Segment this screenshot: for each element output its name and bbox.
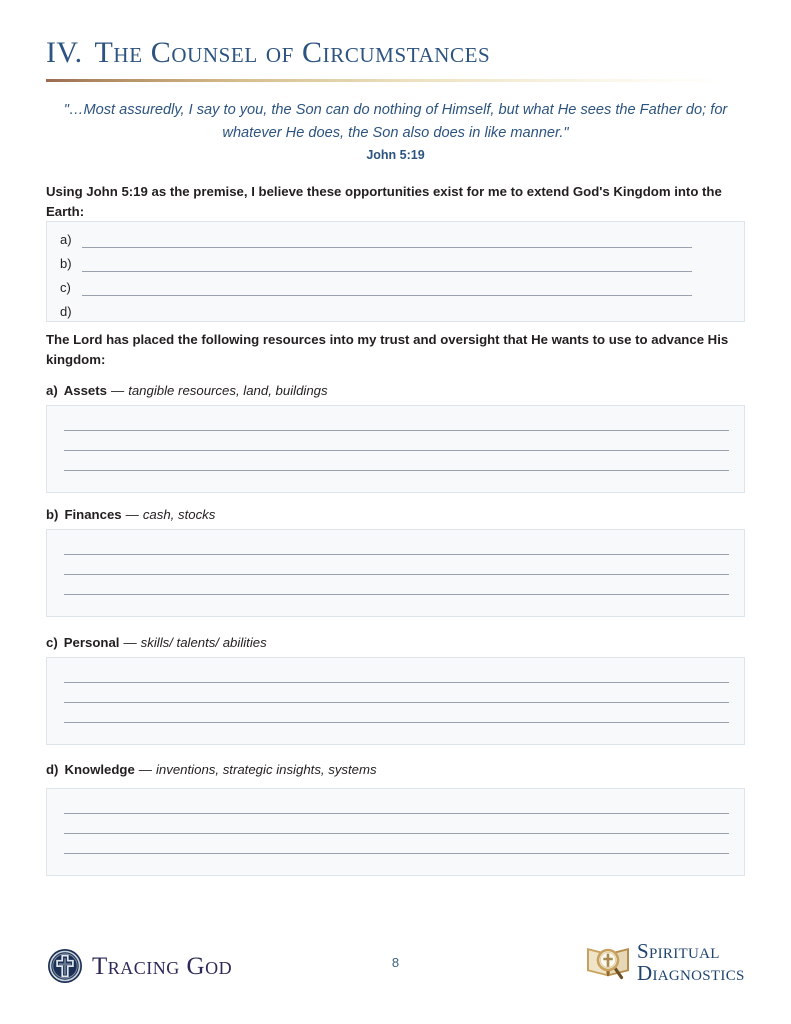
finances-answer-box[interactable] (46, 529, 745, 617)
section-dash: — (123, 635, 137, 650)
book-with-magnifier-icon (583, 940, 633, 984)
title-divider-rule (46, 79, 746, 82)
section-dash: — (138, 762, 152, 777)
write-line[interactable] (64, 682, 729, 683)
section-letter: b) (46, 507, 59, 522)
assets-answer-box[interactable] (46, 405, 745, 493)
section-heading-personal (46, 635, 267, 650)
section-name: Finances (64, 507, 122, 522)
spiritual-diagnostics-wordmark (637, 940, 745, 984)
section-description: cash, stocks (142, 507, 216, 522)
prompt-resources: The Lord has placed the following resources into my trust and oversight that He wants to use to advance His kingdom: (46, 332, 729, 367)
page-title-text: The Counsel of Circumstances (94, 36, 491, 69)
section-description: tangible resources, land, buildings (128, 383, 328, 398)
section-heading-assets (46, 383, 328, 398)
write-line[interactable] (64, 450, 729, 451)
opportunities-answer-box[interactable] (46, 221, 745, 322)
section-letter: a) (46, 383, 58, 398)
spiritual-diagnostics-logo (583, 936, 745, 988)
write-line[interactable] (64, 574, 729, 575)
opportunity-label: d) (60, 304, 72, 319)
opportunity-write-line[interactable] (82, 271, 692, 272)
write-line[interactable] (64, 554, 729, 555)
prompt-opportunities: Using John 5:19 as the premise, I believe these opportunities exist for me to extend God's Kingdom into the Earth: (46, 184, 722, 219)
section-name: Personal (63, 635, 120, 650)
spiritual-diagnostics-line2: Diagnostics (637, 961, 745, 985)
opportunity-label: b) (60, 256, 72, 271)
section-dash: — (125, 507, 139, 522)
write-line[interactable] (64, 833, 729, 834)
section-dash: — (111, 383, 125, 398)
section-name: Knowledge (64, 762, 135, 777)
section-description: skills/ talents/ abilities (140, 635, 267, 650)
tracing-god-wordmark: Tracing God (92, 952, 233, 980)
write-line[interactable] (64, 430, 729, 431)
write-line[interactable] (64, 853, 729, 854)
write-line[interactable] (64, 594, 729, 595)
page-title-numeral: IV. (46, 36, 83, 69)
opportunity-write-line[interactable] (82, 295, 692, 296)
section-letter: c) (46, 635, 58, 650)
personal-answer-box[interactable] (46, 657, 745, 745)
section-heading-finances (46, 507, 215, 522)
knowledge-answer-box[interactable] (46, 788, 745, 876)
spiritual-diagnostics-line1: Spiritual (637, 939, 720, 963)
opportunity-label: a) (60, 232, 72, 247)
write-line[interactable] (64, 470, 729, 471)
opportunity-label: c) (60, 280, 71, 295)
section-heading-knowledge (46, 762, 377, 777)
page-number: 8 (391, 955, 400, 970)
opportunity-write-line[interactable] (82, 247, 692, 248)
section-description: inventions, strategic insights, systems (155, 762, 377, 777)
section-name: Assets (63, 383, 107, 398)
scripture-quote: "…Most assuredly, I say to you, the Son can do nothing of Himself, but what He sees the Father do; for whatever He does, the Son also does in like manner." (63, 102, 728, 141)
write-line[interactable] (64, 813, 729, 814)
page-title (46, 36, 490, 70)
write-line[interactable] (64, 722, 729, 723)
write-line[interactable] (64, 702, 729, 703)
section-letter: d) (46, 762, 59, 777)
scripture-reference: John 5:19 (366, 148, 425, 162)
